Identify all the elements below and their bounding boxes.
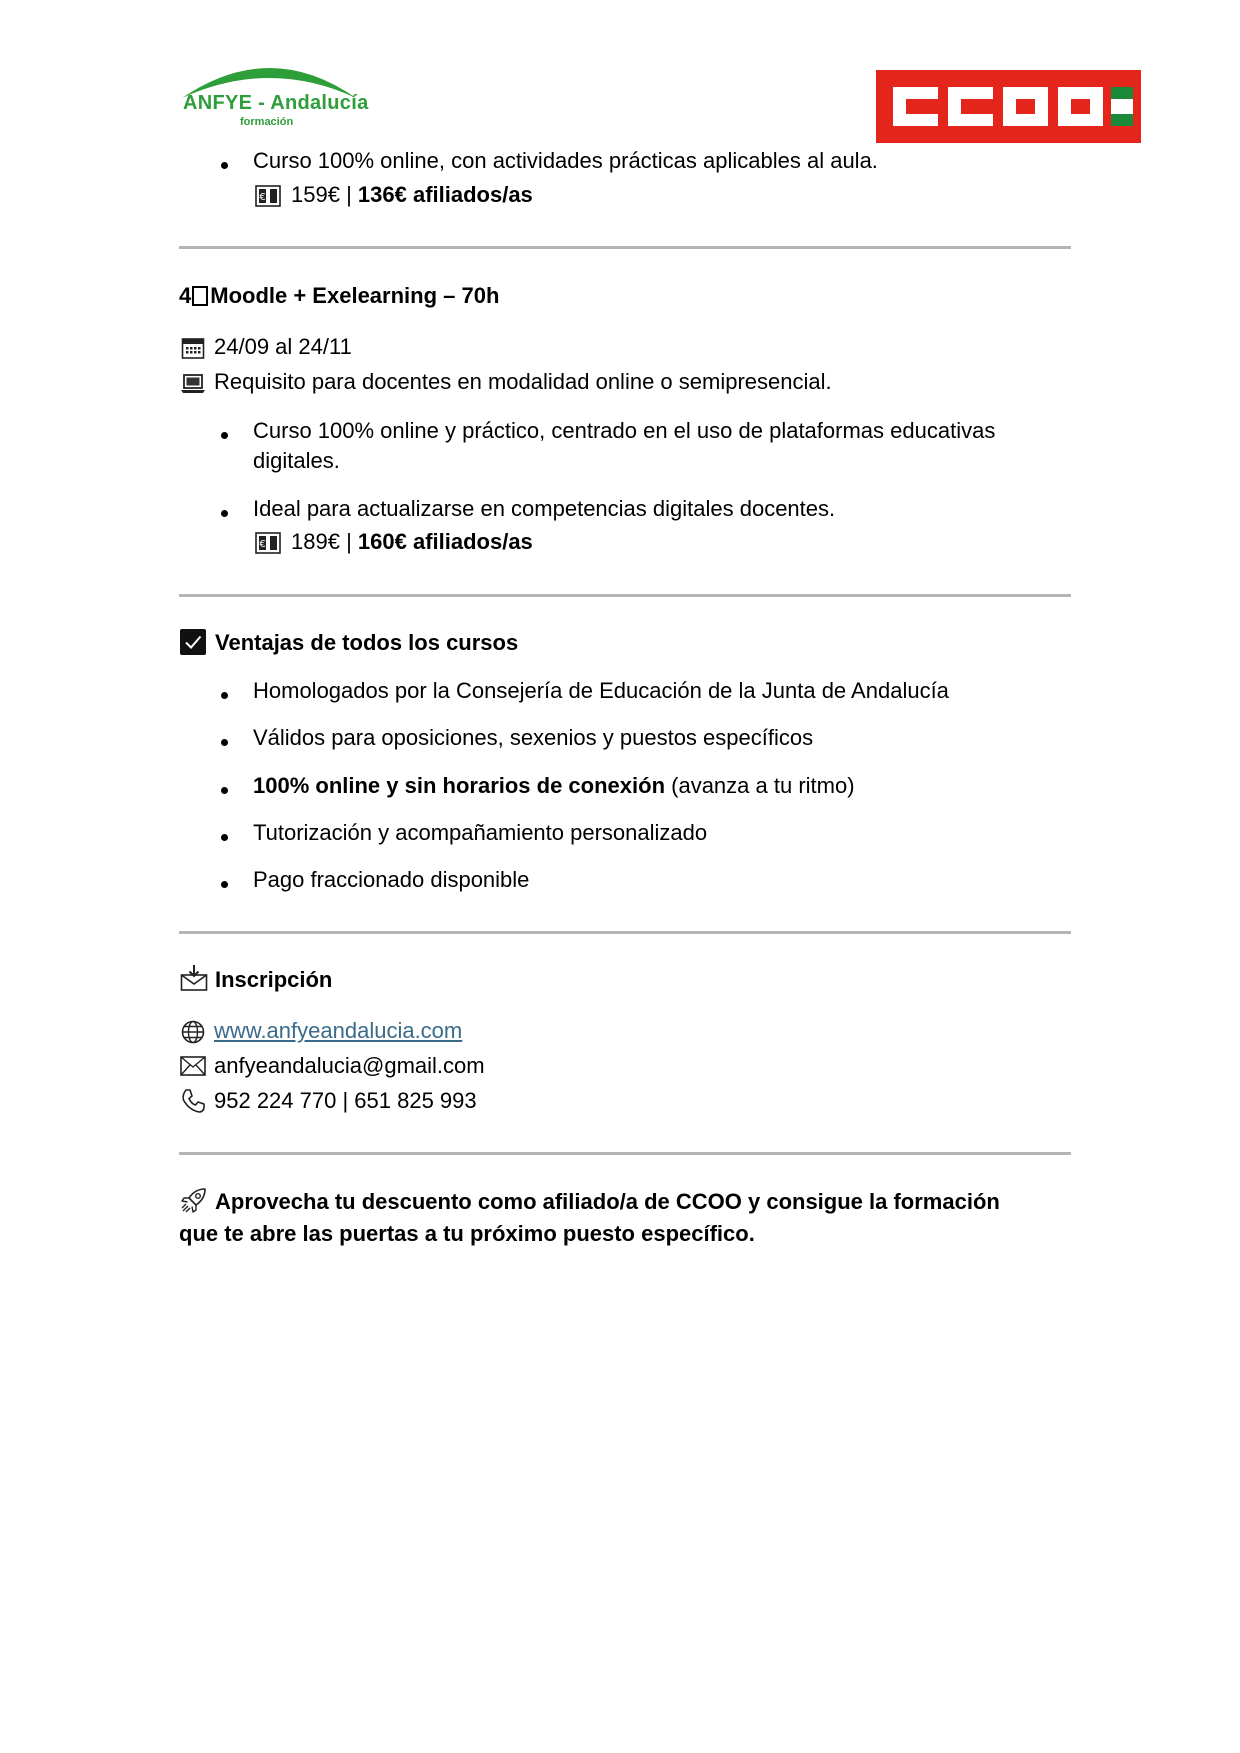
course4-bullet1-line2: digitales. xyxy=(253,448,340,473)
email-address[interactable]: anfyeandalucia@gmail.com xyxy=(214,1053,485,1078)
course4-price: 189€ xyxy=(291,529,340,554)
course4-bullet1-line1: Curso 100% online y práctico, centrado en el uso de plataformas educativas xyxy=(253,418,996,443)
section-divider xyxy=(179,1152,1071,1155)
price-separator: | xyxy=(339,529,358,554)
laptop-icon xyxy=(180,373,206,395)
check-box-icon xyxy=(180,629,206,655)
course4-bullet2: Ideal para actualizarse en competencias digitales docentes. xyxy=(253,496,836,521)
section-divider xyxy=(179,931,1071,934)
bullet-dot xyxy=(221,510,228,517)
course4-price-line xyxy=(291,528,533,556)
svg-text:€: € xyxy=(259,192,266,203)
course3-member-price: 136€ afiliados/as xyxy=(357,182,533,207)
calendar-icon xyxy=(181,336,205,360)
course4-title-number: 4 xyxy=(179,283,192,308)
svg-text:€: € xyxy=(259,539,266,550)
money-icon xyxy=(255,185,281,207)
course3-price: 159€ xyxy=(291,182,340,207)
bullet-dot xyxy=(221,834,228,841)
inbox-envelope-icon xyxy=(180,964,208,992)
advantage-item-bold: 100% online y sin horarios de conexión xyxy=(253,773,666,798)
course4-member-price: 160€ afiliados/as xyxy=(357,529,533,554)
ccoo-logo xyxy=(876,70,1141,143)
advantages-heading: Ventajas de todos los cursos xyxy=(215,630,519,655)
closing-line2: que te abre las puertas a tu próximo puesto específico. xyxy=(179,1221,755,1246)
bullet-dot xyxy=(221,787,228,794)
section-divider xyxy=(179,246,1071,249)
bullet-dot xyxy=(221,692,228,699)
course4-dates: 24/09 al 24/11 xyxy=(214,334,352,359)
course3-price-line xyxy=(291,181,533,209)
bullet-dot xyxy=(221,162,228,169)
closing-line1: Aprovecha tu descuento como afiliado/a de CCOO y consigue la formación xyxy=(215,1189,1000,1214)
bullet-dot xyxy=(221,739,228,746)
course4-title-text: Moodle + Exelearning – 70h xyxy=(210,283,500,308)
anfye-logo xyxy=(180,50,369,134)
advantage-item: Homologados por la Consejería de Educación de la Junta de Andalucía xyxy=(253,678,949,703)
email-icon xyxy=(180,1056,206,1076)
bullet-dot xyxy=(221,881,228,888)
advantage-item xyxy=(253,772,855,800)
money-icon xyxy=(255,532,281,554)
keycap-icon xyxy=(192,286,208,306)
anfye-logo-title: ANFYE - Andalucía xyxy=(183,92,369,114)
price-separator: | xyxy=(339,182,358,207)
ccoo-logo-mark xyxy=(876,70,1141,143)
rocket-icon xyxy=(180,1186,208,1214)
advantage-item-rest: (avanza a tu ritmo) xyxy=(665,773,855,798)
course4-requirement: Requisito para docentes en modalidad online o semipresencial. xyxy=(214,369,832,394)
course3-bullet: Curso 100% online, con actividades prácticas aplicables al aula. xyxy=(253,148,878,173)
globe-icon xyxy=(181,1020,205,1044)
course4-title xyxy=(179,282,499,310)
phone-numbers[interactable]: 952 224 770 | 651 825 993 xyxy=(214,1088,477,1113)
registration-heading: Inscripción xyxy=(215,967,333,992)
anfye-logo-subtitle: formación xyxy=(240,116,294,128)
advantage-item: Tutorización y acompañamiento personalizado xyxy=(253,820,708,845)
phone-icon xyxy=(180,1088,206,1114)
section-divider xyxy=(179,594,1071,597)
bullet-dot xyxy=(221,432,228,439)
advantage-item: Pago fraccionado disponible xyxy=(253,867,530,892)
website-link[interactable]: www.anfyeandalucia.com xyxy=(214,1018,463,1043)
advantage-item: Válidos para oposiciones, sexenios y puestos específicos xyxy=(253,725,814,750)
